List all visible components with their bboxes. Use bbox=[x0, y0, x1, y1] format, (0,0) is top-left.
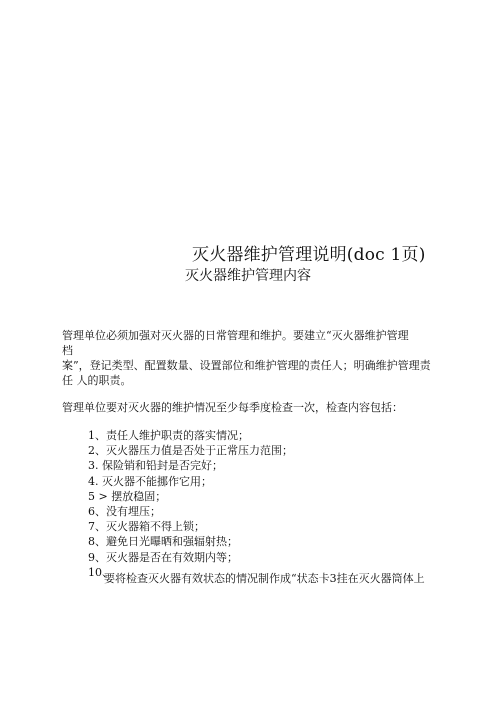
paragraph-status-card: 要将检查灭火器有效状态的情况制作成“状态卡3挂在灭火器筒体上 bbox=[104, 572, 425, 585]
list-item: 6、没有埋压； bbox=[88, 505, 161, 519]
document-subtitle: 灭火器维护管理内容 bbox=[185, 268, 311, 284]
list-item: 5 > 摆放稳固； bbox=[88, 489, 167, 503]
inspection-checklist bbox=[88, 428, 293, 580]
list-item: 3. 保险销和铅封是否完好； bbox=[88, 459, 223, 473]
list-item: 2、灭火器压力值是否处于正常压力范围； bbox=[88, 444, 293, 458]
paragraph-line: 档 bbox=[62, 344, 73, 357]
document-title: 灭火器维护管理说明(doc 1页) bbox=[192, 245, 426, 265]
paragraph-maintenance-requirements bbox=[62, 328, 442, 388]
paragraph-inspection-intro: 管理单位要对灭火器的维护情况至少每季度检查一次，检查内容包括： bbox=[62, 401, 403, 414]
list-item: 4. 灭火器不能挪作它用； bbox=[88, 474, 212, 488]
list-item: 9、灭火器是否在有效期内等； bbox=[88, 550, 238, 564]
list-item: 8、避免日光曝晒和强辐射热； bbox=[88, 535, 238, 549]
paragraph-line: 任 人的职责。 bbox=[62, 374, 132, 387]
list-item: 1、责任人维护职责的落实情况； bbox=[88, 429, 249, 442]
paragraph-line: 管理单位必须加强对灭火器的日常管理和维护。要建立“灭火器维护管理 bbox=[62, 329, 409, 342]
paragraph-line: 案”，登记类型、配置数量、设置部位和维护管理的责任人；明确维护管理责 bbox=[62, 359, 431, 372]
list-item: 10、 bbox=[88, 565, 113, 579]
list-item: 7、灭火器箱不得上锁； bbox=[88, 520, 205, 534]
